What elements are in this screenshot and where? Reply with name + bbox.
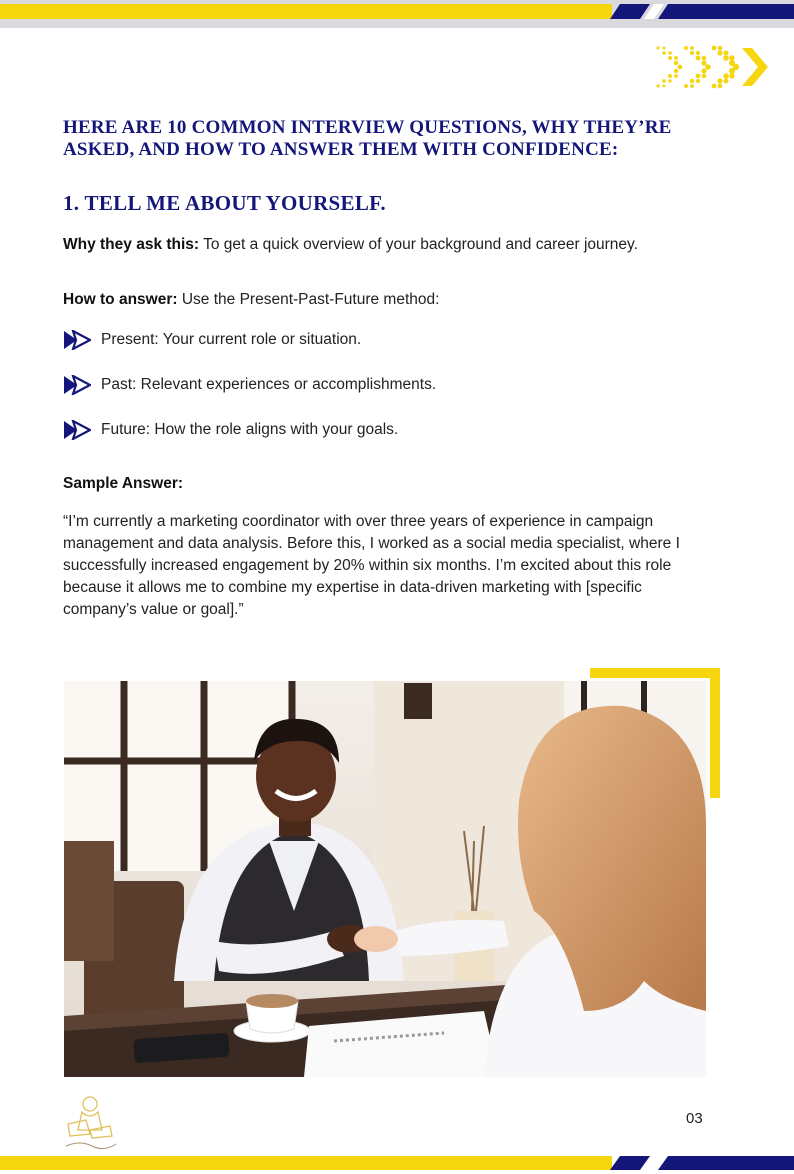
top-band [0,0,794,28]
page-number: 03 [686,1110,703,1127]
why-label: Why they ask this: [63,236,200,253]
bullet-text: Present: Your current role or situation. [101,331,362,348]
how-text: Use the Present-Past-Future method: [177,291,440,308]
question-title: 1. TELL ME ABOUT YOURSELF. [63,191,386,215]
double-arrow-icon [63,330,91,350]
bullet-item [63,419,398,441]
why-paragraph [63,235,723,255]
why-text: To get a quick overview of your background and career journey. [199,236,638,253]
double-arrow-icon [63,420,91,440]
sample-answer-text: “I’m currently a marketing coordinator with over three years of experience in campaign management and data analysis. Before this, I worked as a social media specialist, where I successfully increased engagement by 20% within six months. I’m excited about this role because it allows me to combine my expertise in data-driven marketing with [specific company’s value or goal].” [63,513,680,618]
bullet-item [63,374,436,396]
how-paragraph [63,290,723,310]
bottom-band [0,1150,794,1174]
double-arrow-icon [63,375,91,395]
page-heading: HERE ARE 10 COMMON INTERVIEW QUESTIONS, WHY THEY’RE ASKED, AND HOW TO ANSWER THEM WITH CONFIDENCE: [63,117,672,160]
bullet-text: Future: How the role aligns with your goals. [101,421,399,438]
bullet-text: Past: Relevant experiences or accomplishments. [101,376,437,393]
brand-logo-icon [60,1090,120,1154]
bullet-item [63,329,361,351]
interview-photo [64,681,706,1077]
how-label: How to answer: [63,291,178,308]
chevron-dots-icon [652,44,770,90]
sample-answer-label: Sample Answer: [63,475,184,492]
